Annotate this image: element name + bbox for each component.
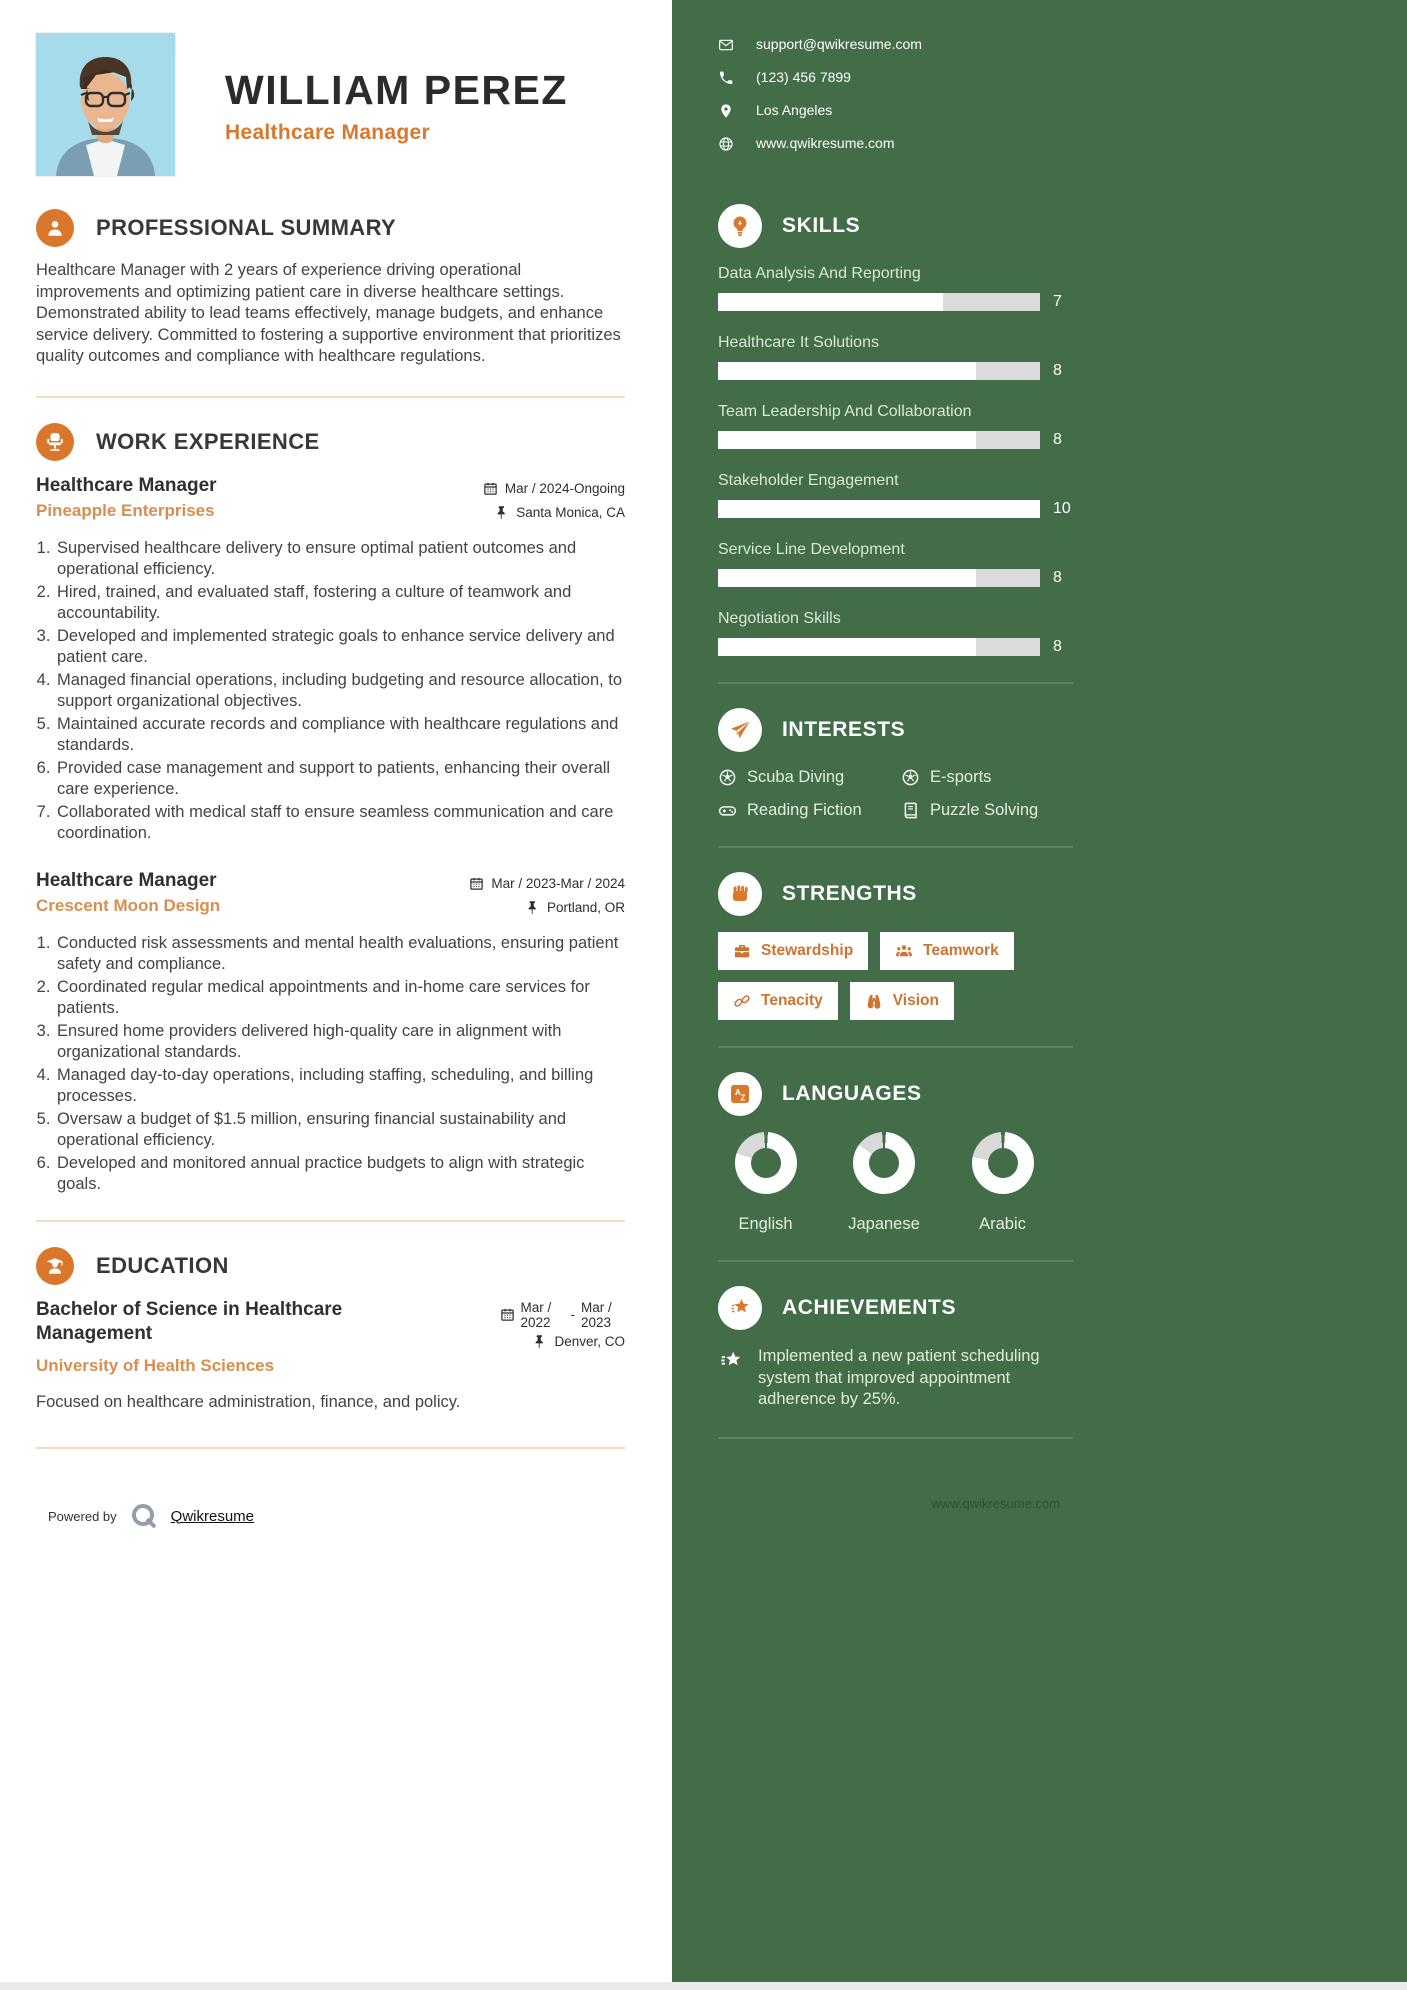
svg-text:A: A bbox=[735, 1088, 741, 1097]
job-bullet: 3. Ensured home providers delivered high-quality care in alignment with organizational standards. bbox=[55, 1021, 625, 1064]
sidebar bbox=[672, 0, 1407, 1990]
language-list bbox=[718, 1132, 1050, 1234]
job-location-row bbox=[483, 501, 625, 525]
pushpin-icon bbox=[494, 505, 509, 520]
work-heading-row bbox=[36, 423, 625, 461]
education-location: Denver, CO bbox=[554, 1333, 625, 1349]
job-bullet: 3. Developed and implemented strategic goals to enhance service delivery and patient care. bbox=[55, 626, 625, 669]
skill-bar-fill bbox=[718, 293, 943, 311]
language-donut-chart bbox=[853, 1132, 915, 1194]
qwikresume-link[interactable]: Qwikresume bbox=[170, 1507, 255, 1525]
interests-heading: INTERESTS bbox=[782, 718, 906, 741]
job-header-right bbox=[483, 474, 625, 525]
job-period-row bbox=[469, 872, 625, 896]
profile-photo-illustration bbox=[36, 33, 175, 176]
pushpin-icon bbox=[525, 900, 540, 915]
skill-bar-row bbox=[718, 569, 1407, 587]
education-left bbox=[36, 1298, 366, 1390]
education-date-end: Mar / 2023 bbox=[581, 1299, 612, 1330]
skill-bar-track bbox=[718, 431, 1040, 449]
skill-name: Data Analysis And Reporting bbox=[718, 265, 921, 282]
summary-text: Healthcare Manager with 2 years of experience driving operational improvements and optimizing patient care in diverse healthcare settings. Demonstrated ability to lead teams effectively, manage budgets, and enhance service delivery. Committed to fostering a supportive environment that prioritizes quality outcomes and compliance with healthcare regulations. bbox=[36, 261, 621, 365]
languages-heading-row bbox=[718, 1072, 1407, 1116]
strength-chip bbox=[850, 982, 954, 1020]
interest-item bbox=[901, 801, 1098, 820]
language-item bbox=[955, 1132, 1050, 1234]
language-donut-chart bbox=[735, 1132, 797, 1194]
contact-icon bbox=[718, 70, 734, 86]
skill-bar-track bbox=[718, 293, 1040, 311]
job-header bbox=[36, 869, 625, 920]
language-label: Japanese bbox=[848, 1215, 920, 1233]
star-icon bbox=[718, 1286, 762, 1330]
summary-heading-row bbox=[36, 209, 625, 247]
contact-text: Los Angeles bbox=[756, 102, 833, 118]
skill-item bbox=[718, 609, 1407, 656]
job-location-row bbox=[469, 896, 625, 920]
skill-name: Team Leadership And Collaboration bbox=[718, 403, 972, 420]
achievements-heading-row bbox=[718, 1286, 1407, 1330]
job-bullet: 7. Collaborated with medical staff to ensure seamless communication and care coordination. bbox=[55, 802, 625, 845]
achievement-text: Implemented a new patient scheduling system that improved appointment adherence by 25%. bbox=[758, 1347, 1040, 1408]
skill-bar-row bbox=[718, 293, 1407, 311]
skill-bar-track bbox=[718, 569, 1040, 587]
contact-text: support@qwikresume.com bbox=[756, 36, 922, 52]
language-label: Arabic bbox=[979, 1215, 1026, 1233]
interest-item bbox=[718, 768, 901, 787]
calendar-icon bbox=[500, 1307, 515, 1322]
job-company: Pineapple Enterprises bbox=[36, 500, 215, 520]
strength-icon bbox=[895, 942, 913, 960]
achievement-list bbox=[718, 1346, 1407, 1411]
contact-row[interactable] bbox=[718, 67, 1407, 88]
job-title: Healthcare Manager bbox=[36, 869, 217, 891]
job-period: Mar / 2024-Ongoing bbox=[504, 480, 625, 496]
education-location-row bbox=[500, 1330, 626, 1354]
summary-section bbox=[36, 209, 625, 368]
contact-text: (123) 456 7899 bbox=[756, 69, 851, 85]
strength-chip bbox=[880, 932, 1014, 970]
job-bullet: 5. Maintained accurate records and compliance with healthcare regulations and standards. bbox=[55, 714, 625, 757]
education-entry bbox=[36, 1298, 625, 1390]
skills-list bbox=[718, 264, 1407, 656]
skill-item bbox=[718, 402, 1407, 449]
contact-icon bbox=[718, 37, 734, 53]
footer bbox=[48, 1501, 625, 1531]
interest-label: Reading Fiction bbox=[747, 801, 862, 819]
divider bbox=[36, 396, 625, 398]
skill-bar-fill bbox=[718, 500, 1040, 518]
skill-item bbox=[718, 264, 1407, 311]
education-heading: EDUCATION bbox=[96, 1252, 229, 1278]
strengths-heading-row bbox=[718, 872, 1407, 916]
strength-label: Stewardship bbox=[761, 942, 854, 959]
contact-text: www.qwikresume.com bbox=[756, 135, 895, 151]
contact-icon bbox=[718, 136, 734, 152]
interests-heading-row bbox=[718, 708, 1407, 752]
contact-icon bbox=[718, 103, 734, 119]
graduate-icon bbox=[36, 1247, 74, 1285]
interest-icon bbox=[901, 801, 920, 820]
job-period: Mar / 2023-Mar / 2024 bbox=[491, 875, 625, 891]
skill-bar-track bbox=[718, 638, 1040, 656]
identity-text bbox=[225, 33, 568, 176]
skill-name: Service Line Development bbox=[718, 541, 905, 558]
skill-bar-row bbox=[718, 638, 1407, 656]
skill-level: 10 bbox=[1053, 500, 1071, 517]
education-dates-row bbox=[500, 1300, 626, 1330]
job-list bbox=[36, 474, 625, 1196]
skill-bar-row bbox=[718, 362, 1407, 380]
strengths-heading: STRENGTHS bbox=[782, 882, 917, 905]
work-section bbox=[36, 423, 625, 1196]
main-column bbox=[0, 0, 672, 1990]
skill-bar-fill bbox=[718, 362, 976, 380]
language-item bbox=[837, 1132, 932, 1234]
achievement-item bbox=[718, 1346, 1407, 1411]
job-entry bbox=[36, 474, 625, 845]
skills-heading-row bbox=[718, 204, 1407, 248]
strength-chip bbox=[718, 932, 868, 970]
job-bullet-list bbox=[36, 538, 625, 845]
education-date-separator: - bbox=[570, 1307, 575, 1322]
interest-label: Puzzle Solving bbox=[930, 801, 1039, 819]
job-location: Santa Monica, CA bbox=[516, 504, 625, 520]
achievements-section bbox=[718, 1286, 1407, 1411]
job-bullet: 2. Coordinated regular medical appointments and in-home care services for patients. bbox=[55, 977, 625, 1020]
interest-label: Scuba Diving bbox=[747, 768, 845, 786]
job-bullet-list bbox=[36, 933, 625, 1196]
skill-level: 7 bbox=[1053, 293, 1062, 310]
skill-bar-track bbox=[718, 500, 1040, 518]
work-heading: WORK EXPERIENCE bbox=[96, 428, 320, 454]
person-icon bbox=[36, 209, 74, 247]
job-header bbox=[36, 474, 625, 525]
office-chair-icon bbox=[36, 423, 74, 461]
skill-level: 8 bbox=[1053, 569, 1062, 586]
paper-plane-icon bbox=[718, 708, 762, 752]
education-section bbox=[36, 1247, 625, 1414]
divider bbox=[36, 1447, 625, 1449]
qwikresume-logo-icon bbox=[129, 1501, 159, 1531]
skill-bar-row bbox=[718, 431, 1407, 449]
pushpin-icon bbox=[532, 1334, 547, 1349]
job-bullet: 1. Conducted risk assessments and mental health evaluations, ensuring patient safety and compliance. bbox=[55, 933, 625, 976]
strength-icon bbox=[733, 992, 751, 1010]
contact-list bbox=[718, 34, 1407, 154]
job-period-row bbox=[483, 477, 625, 501]
strength-icon bbox=[733, 942, 751, 960]
svg-text:Z: Z bbox=[740, 1093, 746, 1103]
job-bullet: 6. Developed and monitored annual practice budgets to align with strategic goals. bbox=[55, 1153, 625, 1196]
education-date-start: Mar / 2022 bbox=[520, 1299, 552, 1330]
interests-grid bbox=[718, 768, 1098, 820]
identity-header bbox=[36, 33, 625, 176]
strength-chips bbox=[718, 932, 1118, 1020]
skill-level: 8 bbox=[1053, 638, 1062, 655]
skills-section bbox=[718, 204, 1407, 656]
calendar-icon bbox=[483, 481, 498, 496]
strength-icon bbox=[865, 992, 883, 1010]
skill-name: Negotiation Skills bbox=[718, 610, 841, 627]
skill-bar-fill bbox=[718, 569, 976, 587]
watermark-link[interactable]: www.qwikresume.com bbox=[931, 1496, 1060, 1511]
education-right bbox=[500, 1298, 626, 1390]
job-header-left bbox=[36, 869, 220, 920]
job-header-right bbox=[469, 869, 625, 920]
page-bottom-edge bbox=[0, 1982, 1407, 1990]
interest-item bbox=[901, 768, 1098, 787]
divider bbox=[36, 1220, 625, 1222]
education-heading-row bbox=[36, 1247, 625, 1285]
strength-chip bbox=[718, 982, 838, 1020]
job-bullet: 4. Managed financial operations, including budgeting and resource allocation, to support organizational objectives. bbox=[55, 670, 625, 713]
translate-icon bbox=[718, 1072, 762, 1116]
job-entry bbox=[36, 869, 625, 1196]
star-bullet-icon bbox=[718, 1348, 744, 1374]
achievements-heading: ACHIEVEMENTS bbox=[782, 1296, 957, 1319]
job-bullet: 1. Supervised healthcare delivery to ensure optimal patient outcomes and operational efficiency. bbox=[55, 538, 625, 581]
degree-title: Bachelor of Science in Healthcare Management bbox=[36, 1298, 343, 1344]
contact-row[interactable] bbox=[718, 133, 1407, 154]
job-company: Crescent Moon Design bbox=[36, 895, 221, 915]
skill-bar-fill bbox=[718, 638, 976, 656]
divider bbox=[718, 1437, 1073, 1439]
contact-row[interactable] bbox=[718, 100, 1407, 121]
divider bbox=[718, 846, 1073, 848]
person-name: WILLIAM PEREZ bbox=[225, 67, 568, 113]
job-bullet: 4. Managed day-to-day operations, including staffing, scheduling, and billing processes. bbox=[55, 1065, 625, 1108]
divider bbox=[718, 1260, 1073, 1262]
strength-label: Teamwork bbox=[923, 942, 999, 959]
summary-heading: PROFESSIONAL SUMMARY bbox=[96, 215, 397, 240]
divider bbox=[718, 682, 1073, 684]
job-bullet: 6. Provided case management and support to patients, enhancing their overall care experience. bbox=[55, 758, 625, 801]
job-bullet: 2. Hired, trained, and evaluated staff, fostering a culture of teamwork and accountability. bbox=[55, 582, 625, 625]
language-donut-chart bbox=[972, 1132, 1034, 1194]
skill-name: Stakeholder Engagement bbox=[718, 472, 899, 489]
skill-item bbox=[718, 471, 1407, 518]
skill-bar-row bbox=[718, 500, 1407, 518]
job-bullet: 5. Oversaw a budget of $1.5 million, ensuring financial sustainability and operational efficiency. bbox=[55, 1109, 625, 1152]
skill-item bbox=[718, 333, 1407, 380]
interest-icon bbox=[718, 801, 737, 820]
lightbulb-icon bbox=[718, 204, 762, 248]
languages-section bbox=[718, 1072, 1407, 1234]
language-label: English bbox=[738, 1215, 793, 1233]
calendar-icon bbox=[469, 876, 484, 891]
skill-bar-track bbox=[718, 362, 1040, 380]
skill-level: 8 bbox=[1053, 362, 1062, 379]
education-note: Focused on healthcare administration, finance, and policy. bbox=[36, 1392, 461, 1411]
skills-heading: SKILLS bbox=[782, 214, 861, 237]
fist-icon bbox=[718, 872, 762, 916]
job-title: Healthcare Manager bbox=[36, 474, 217, 496]
job-header-left bbox=[36, 474, 217, 525]
strength-label: Tenacity bbox=[761, 992, 823, 1009]
strengths-section bbox=[718, 872, 1407, 1020]
interest-item bbox=[718, 801, 901, 820]
strength-label: Vision bbox=[892, 992, 939, 1009]
person-title: Healthcare Manager bbox=[225, 121, 430, 145]
divider bbox=[718, 1046, 1073, 1048]
skill-name: Healthcare It Solutions bbox=[718, 334, 879, 351]
interest-icon bbox=[718, 768, 737, 787]
school-name: University of Health Sciences bbox=[36, 1355, 275, 1375]
interest-label: E-sports bbox=[930, 768, 992, 786]
contact-row[interactable] bbox=[718, 34, 1407, 55]
languages-heading: LANGUAGES bbox=[782, 1082, 922, 1105]
powered-by-label: Powered by bbox=[48, 1508, 117, 1524]
job-location: Portland, OR bbox=[546, 899, 625, 915]
profile-photo bbox=[36, 33, 175, 176]
skill-bar-fill bbox=[718, 431, 976, 449]
skill-level: 8 bbox=[1053, 431, 1062, 448]
skill-item bbox=[718, 540, 1407, 587]
interest-icon bbox=[901, 768, 920, 787]
language-item bbox=[718, 1132, 813, 1234]
interests-section bbox=[718, 708, 1407, 820]
